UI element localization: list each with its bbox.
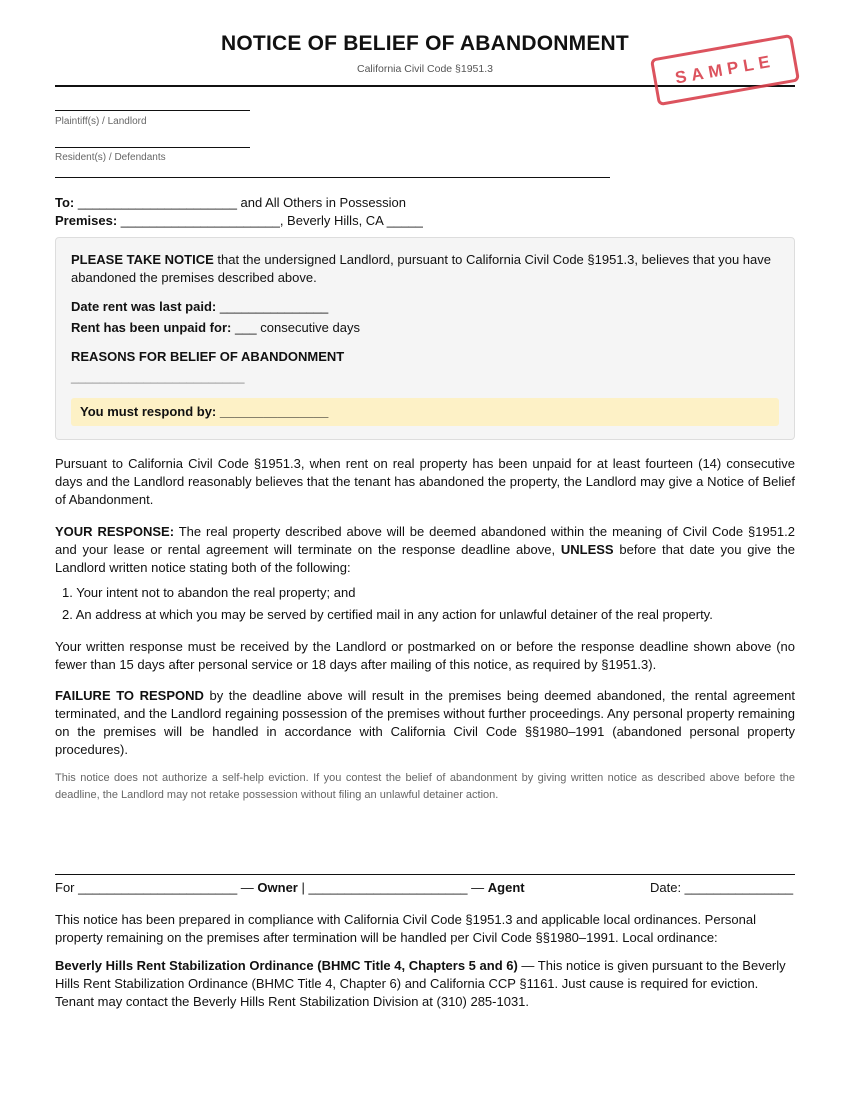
to-value: ______________________ and All Others in Possession xyxy=(74,195,407,210)
signature-rule xyxy=(55,874,795,875)
failure-paragraph xyxy=(55,687,795,759)
failure-text: by the deadline above will result in the premises being deemed abandoned, the rental agreement terminated, and the Landlord regaining possession of the premises without further proceedings. Any personal property remaining on the premises will be handled in accordance with California Civil Code §§1980–1991 (abandoned personal property procedures). xyxy=(55,688,795,757)
response-paragraph xyxy=(55,523,795,577)
to-label: To: xyxy=(55,195,75,210)
list-item: 2. An address at which you may be served by certified mail in any action for unlawful detainer of the real property. xyxy=(62,607,713,622)
reasons-value: ________________________ xyxy=(71,369,245,384)
last-paid-value: _______________ xyxy=(216,299,329,314)
compliance-text: This notice has been prepared in compliance with California Civil Code §1951.3 and applicable local ordinances. Personal property remaining on the premises after termination will be handled per Civil Code §§1980–1991. Local ordinance: xyxy=(55,912,756,945)
for-prefix: For ______________________ — xyxy=(55,880,258,895)
response-label: YOUR RESPONSE: xyxy=(55,524,175,539)
defendant-line xyxy=(55,147,250,148)
ordinance-label: Beverly Hills Rent Stabilization Ordinance (BHMC Title 4, Chapters 5 and 6) xyxy=(55,958,518,973)
agent-label: Agent xyxy=(487,880,525,895)
sample-stamp: SAMPLE xyxy=(650,34,800,106)
premises-line xyxy=(55,213,423,228)
premises-value: ______________________, Beverly Hills, CA _____ xyxy=(117,213,423,228)
signature-line xyxy=(55,880,525,895)
respond-by-banner xyxy=(71,398,779,426)
plaintiff-label: Plaintiff(s) / Landlord xyxy=(55,116,147,127)
last-paid-line xyxy=(71,298,328,316)
owner-label: Owner xyxy=(257,880,298,895)
intro-paragraph: Pursuant to California Civil Code §1951.3, when rent on real property has been unpaid for at least fourteen (14) consecutive days and the Landlord reasonably believes that the tenant has abandoned the property, the Landlord may give a Notice of Belief of Abandonment. xyxy=(55,456,795,507)
unless-label: UNLESS xyxy=(560,542,614,557)
defendant-label: Resident(s) / Defendants xyxy=(55,152,166,163)
caption-divider xyxy=(55,177,610,178)
document-title: NOTICE OF BELIEF OF ABANDONMENT xyxy=(221,32,629,55)
ordinance-text: — This notice is given pursuant to the Beverly Hills Rent Stabilization Ordinance (BHMC Title 4, Chapter 6) and California CCP §1161. Just cause is required for eviction. Tenant may contact the Beverly Hills Rent Stabilization Division at (310) 285-1031. xyxy=(55,958,786,1009)
plaintiff-line xyxy=(55,110,250,111)
take-notice-text: that the undersigned Landlord, pursuant to California Civil Code §1951.3, believes that you have abandoned the premises described above. xyxy=(71,252,771,285)
document-subtitle: California Civil Code §1951.3 xyxy=(357,63,493,75)
signature-separator: | ______________________ — xyxy=(297,880,488,895)
notice-box xyxy=(55,237,795,440)
respond-by-text: You must respond by: _______________ xyxy=(80,404,329,419)
failure-label: FAILURE TO RESPOND xyxy=(55,688,204,703)
date-line: Date: _______________ xyxy=(650,880,794,895)
last-paid-label: Date rent was last paid: xyxy=(71,299,217,314)
reasons-heading: REASONS FOR BELIEF OF ABANDONMENT xyxy=(71,349,345,364)
list-item: 1. Your intent not to abandon the real property; and xyxy=(62,585,356,600)
response-text: The real property described above will be deemed abandoned within the meaning of Civil Code §1951.2 and your lease or rental agreement will terminate on the response deadline above, xyxy=(55,524,796,557)
deadline-paragraph: Your written response must be received by the Landlord or postmarked on or before the response deadline shown above (no fewer than 15 days after personal service or 18 days after mailing of this notice, as required by §1951.3). xyxy=(55,639,795,672)
unpaid-value: ___ consecutive days xyxy=(231,320,360,335)
disclaimer-text: This notice does not authorize a self-help eviction. If you contest the belief of abandonment by giving written notice as described above before the deadline, the Landlord may not retake possession without filing an unlawful detainer action. xyxy=(55,772,795,801)
to-line xyxy=(55,195,406,210)
unpaid-line xyxy=(71,319,360,337)
ordinance-paragraph xyxy=(55,957,795,1011)
response-text-cont: before that date you give the Landlord written notice stating both of the following: xyxy=(55,542,795,575)
take-notice-label: PLEASE TAKE NOTICE xyxy=(71,252,214,267)
unpaid-label: Rent has been unpaid for: xyxy=(71,320,232,335)
take-notice-paragraph xyxy=(71,251,771,287)
premises-label: Premises: xyxy=(55,213,118,228)
